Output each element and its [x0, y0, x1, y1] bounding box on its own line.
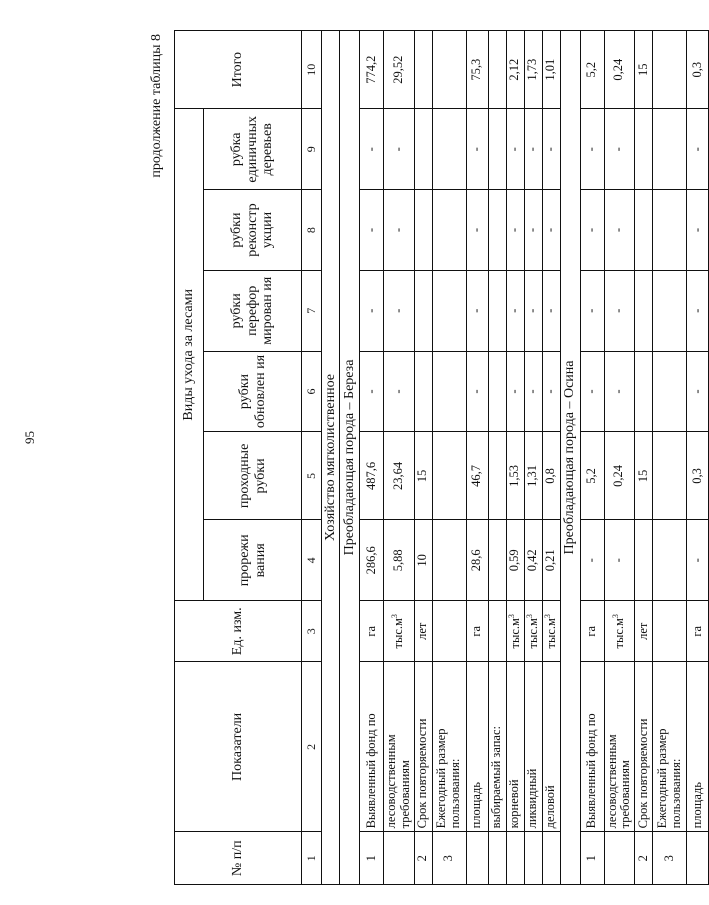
table-row — [687, 31, 709, 885]
row-unit: $тыс.м^3$ — [384, 601, 415, 662]
row-indicator: Срок повторяемости — [414, 662, 432, 832]
value-total — [432, 31, 466, 109]
row-unit: $тыс.м^3$ — [542, 601, 560, 662]
value-reconstruction: - — [384, 190, 415, 271]
row-number — [542, 832, 560, 885]
section-title: Преобладающая порода – Осина — [560, 31, 580, 885]
section-title: Преобладающая порода – Береза — [340, 31, 360, 885]
column-number: 8 — [302, 190, 322, 271]
value-total: 2,12 — [506, 31, 524, 109]
value-passage: 0,3 — [687, 432, 709, 520]
header-passage: проходные рубки — [204, 432, 302, 520]
table-row — [524, 31, 542, 885]
value-reform: - — [506, 270, 524, 351]
value-single-trees: - — [580, 109, 604, 190]
value-passage: 46,7 — [466, 432, 488, 520]
value-reform: - — [604, 270, 635, 351]
header-single-trees: рубка единичных деревьев — [204, 109, 302, 190]
value-single-trees: - — [604, 109, 635, 190]
table-row — [360, 31, 384, 885]
row-unit: лет — [635, 601, 653, 662]
value-thinning — [432, 520, 466, 601]
value-reconstruction: - — [506, 190, 524, 271]
row-indicator: Ежегодный размер пользования: — [653, 662, 687, 832]
header-total: Итого — [175, 31, 302, 109]
value-single-trees: - — [687, 109, 709, 190]
value-single-trees: - — [506, 109, 524, 190]
table-body — [322, 31, 709, 885]
value-reconstruction: - — [604, 190, 635, 271]
value-reconstruction — [488, 190, 506, 271]
row-indicator: площадь — [466, 662, 488, 832]
value-reconstruction: - — [687, 190, 709, 271]
value-thinning: - — [604, 520, 635, 601]
row-unit: $тыс.м^3$ — [604, 601, 635, 662]
value-renewal: - — [580, 351, 604, 432]
value-passage: 1,53 — [506, 432, 524, 520]
row-unit — [653, 601, 687, 662]
value-single-trees: - — [466, 109, 488, 190]
section-row — [340, 31, 360, 885]
row-unit: $тыс.м^3$ — [506, 601, 524, 662]
value-passage — [432, 432, 466, 520]
row-indicator: выбираемый запас: — [488, 662, 506, 832]
row-indicator: лесоводственным требованиям — [384, 662, 415, 832]
value-total: 75,3 — [466, 31, 488, 109]
value-reform — [488, 270, 506, 351]
value-renewal — [488, 351, 506, 432]
row-number: 1 — [580, 832, 604, 885]
header-thinning: прорежи вания — [204, 520, 302, 601]
value-passage — [488, 432, 506, 520]
column-number: 1 — [302, 832, 322, 885]
column-number: 10 — [302, 31, 322, 109]
value-renewal: - — [384, 351, 415, 432]
forest-care-table — [174, 30, 709, 885]
value-total: 0,24 — [604, 31, 635, 109]
value-renewal: - — [687, 351, 709, 432]
value-renewal: - — [524, 351, 542, 432]
rotated-table-container — [149, 30, 704, 885]
header-reconstruction: рубки реконстр укции — [204, 190, 302, 271]
value-reform — [653, 270, 687, 351]
row-indicator: Выявленный фонд по — [580, 662, 604, 832]
value-reconstruction — [653, 190, 687, 271]
value-single-trees — [635, 109, 653, 190]
value-total: 1,01 — [542, 31, 560, 109]
table-row — [384, 31, 415, 885]
value-reform: - — [687, 270, 709, 351]
value-single-trees: - — [542, 109, 560, 190]
value-reconstruction: - — [542, 190, 560, 271]
value-reform — [414, 270, 432, 351]
value-total: 5,2 — [580, 31, 604, 109]
row-number — [384, 832, 415, 885]
row-number — [524, 832, 542, 885]
value-single-trees — [653, 109, 687, 190]
value-thinning: 10 — [414, 520, 432, 601]
value-renewal — [653, 351, 687, 432]
value-passage: 0,24 — [604, 432, 635, 520]
row-indicator: корневой — [506, 662, 524, 832]
table-row — [414, 31, 432, 885]
value-thinning — [653, 520, 687, 601]
value-thinning: - — [687, 520, 709, 601]
value-reform: - — [466, 270, 488, 351]
row-number — [604, 832, 635, 885]
table-row — [580, 31, 604, 885]
value-reconstruction — [414, 190, 432, 271]
header-renewal: рубки обновлен ия — [204, 351, 302, 432]
value-single-trees: - — [524, 109, 542, 190]
value-reconstruction: - — [580, 190, 604, 271]
value-reform: - — [580, 270, 604, 351]
row-indicator: площадь — [687, 662, 709, 832]
value-passage: 487,6 — [360, 432, 384, 520]
value-renewal: - — [466, 351, 488, 432]
value-renewal — [635, 351, 653, 432]
table-row — [653, 31, 687, 885]
row-indicator: ликвидный — [524, 662, 542, 832]
row-unit — [488, 601, 506, 662]
table-row — [604, 31, 635, 885]
section-title: Хозяйство мягколиственное — [322, 31, 340, 885]
value-reform — [432, 270, 466, 351]
value-reconstruction: - — [524, 190, 542, 271]
value-renewal: - — [360, 351, 384, 432]
value-thinning: 0,42 — [524, 520, 542, 601]
row-number — [466, 832, 488, 885]
value-passage: 1,31 — [524, 432, 542, 520]
value-reform: - — [384, 270, 415, 351]
value-renewal: - — [542, 351, 560, 432]
column-number: 5 — [302, 432, 322, 520]
row-number — [687, 832, 709, 885]
value-renewal — [432, 351, 466, 432]
value-single-trees — [432, 109, 466, 190]
row-number: 1 — [360, 832, 384, 885]
column-number: 7 — [302, 270, 322, 351]
value-reconstruction: - — [466, 190, 488, 271]
value-passage: 23,64 — [384, 432, 415, 520]
column-number: 9 — [302, 109, 322, 190]
row-number — [506, 832, 524, 885]
row-number: 2 — [635, 832, 653, 885]
row-unit — [432, 601, 466, 662]
column-number: 6 — [302, 351, 322, 432]
row-number: 3 — [653, 832, 687, 885]
value-total — [488, 31, 506, 109]
section-row — [560, 31, 580, 885]
table-row — [488, 31, 506, 885]
row-indicator: Выявленный фонд по — [360, 662, 384, 832]
column-number-row — [302, 31, 322, 885]
column-number: 4 — [302, 520, 322, 601]
row-number: 3 — [432, 832, 466, 885]
value-single-trees — [414, 109, 432, 190]
row-indicator: Срок повторяемости — [635, 662, 653, 832]
value-thinning — [635, 520, 653, 601]
value-total — [653, 31, 687, 109]
header-reform: рубки перефор мирован ия — [204, 270, 302, 351]
table-row — [542, 31, 560, 885]
value-thinning: 5,88 — [384, 520, 415, 601]
value-reform — [635, 270, 653, 351]
section-row — [322, 31, 340, 885]
value-single-trees — [488, 109, 506, 190]
row-unit: га — [466, 601, 488, 662]
value-thinning — [488, 520, 506, 601]
continuation-label: продолжение таблицы 8 — [149, 34, 164, 178]
column-number: 2 — [302, 662, 322, 832]
row-number — [488, 832, 506, 885]
value-total: 1,73 — [524, 31, 542, 109]
value-renewal — [414, 351, 432, 432]
row-unit: га — [360, 601, 384, 662]
row-unit: га — [687, 601, 709, 662]
page-number: 95 — [22, 431, 37, 444]
value-thinning: 28,6 — [466, 520, 488, 601]
value-thinning: 286,6 — [360, 520, 384, 601]
value-passage: 0,8 — [542, 432, 560, 520]
value-reconstruction — [432, 190, 466, 271]
table-row — [466, 31, 488, 885]
value-total: 0,3 — [687, 31, 709, 109]
value-passage: 15 — [635, 432, 653, 520]
value-passage: 15 — [414, 432, 432, 520]
row-unit: лет — [414, 601, 432, 662]
value-reconstruction: - — [360, 190, 384, 271]
value-single-trees: - — [384, 109, 415, 190]
header-indicator: Показатели — [175, 662, 302, 832]
header-unit: Ед. изм. — [175, 601, 302, 662]
header-care-types: Виды ухода за лесами — [175, 109, 204, 601]
column-number: 3 — [302, 601, 322, 662]
value-total: 29,52 — [384, 31, 415, 109]
value-thinning: - — [580, 520, 604, 601]
row-unit: $тыс.м^3$ — [524, 601, 542, 662]
value-passage — [653, 432, 687, 520]
value-renewal: - — [604, 351, 635, 432]
header-no: № п/п — [175, 832, 302, 885]
value-reform: - — [524, 270, 542, 351]
value-thinning: 0,59 — [506, 520, 524, 601]
value-reform: - — [542, 270, 560, 351]
value-reform: - — [360, 270, 384, 351]
value-single-trees: - — [360, 109, 384, 190]
value-reconstruction — [635, 190, 653, 271]
table-row — [506, 31, 524, 885]
value-total: 15 — [635, 31, 653, 109]
row-indicator: Ежегодный размер пользования: — [432, 662, 466, 832]
row-number: 2 — [414, 832, 432, 885]
value-renewal: - — [506, 351, 524, 432]
value-passage: 5,2 — [580, 432, 604, 520]
table-row — [635, 31, 653, 885]
row-indicator: деловой — [542, 662, 560, 832]
value-total: 774,2 — [360, 31, 384, 109]
row-unit: га — [580, 601, 604, 662]
value-total — [414, 31, 432, 109]
row-indicator: лесоводственным требованиям — [604, 662, 635, 832]
value-thinning: 0,21 — [542, 520, 560, 601]
table-row — [432, 31, 466, 885]
